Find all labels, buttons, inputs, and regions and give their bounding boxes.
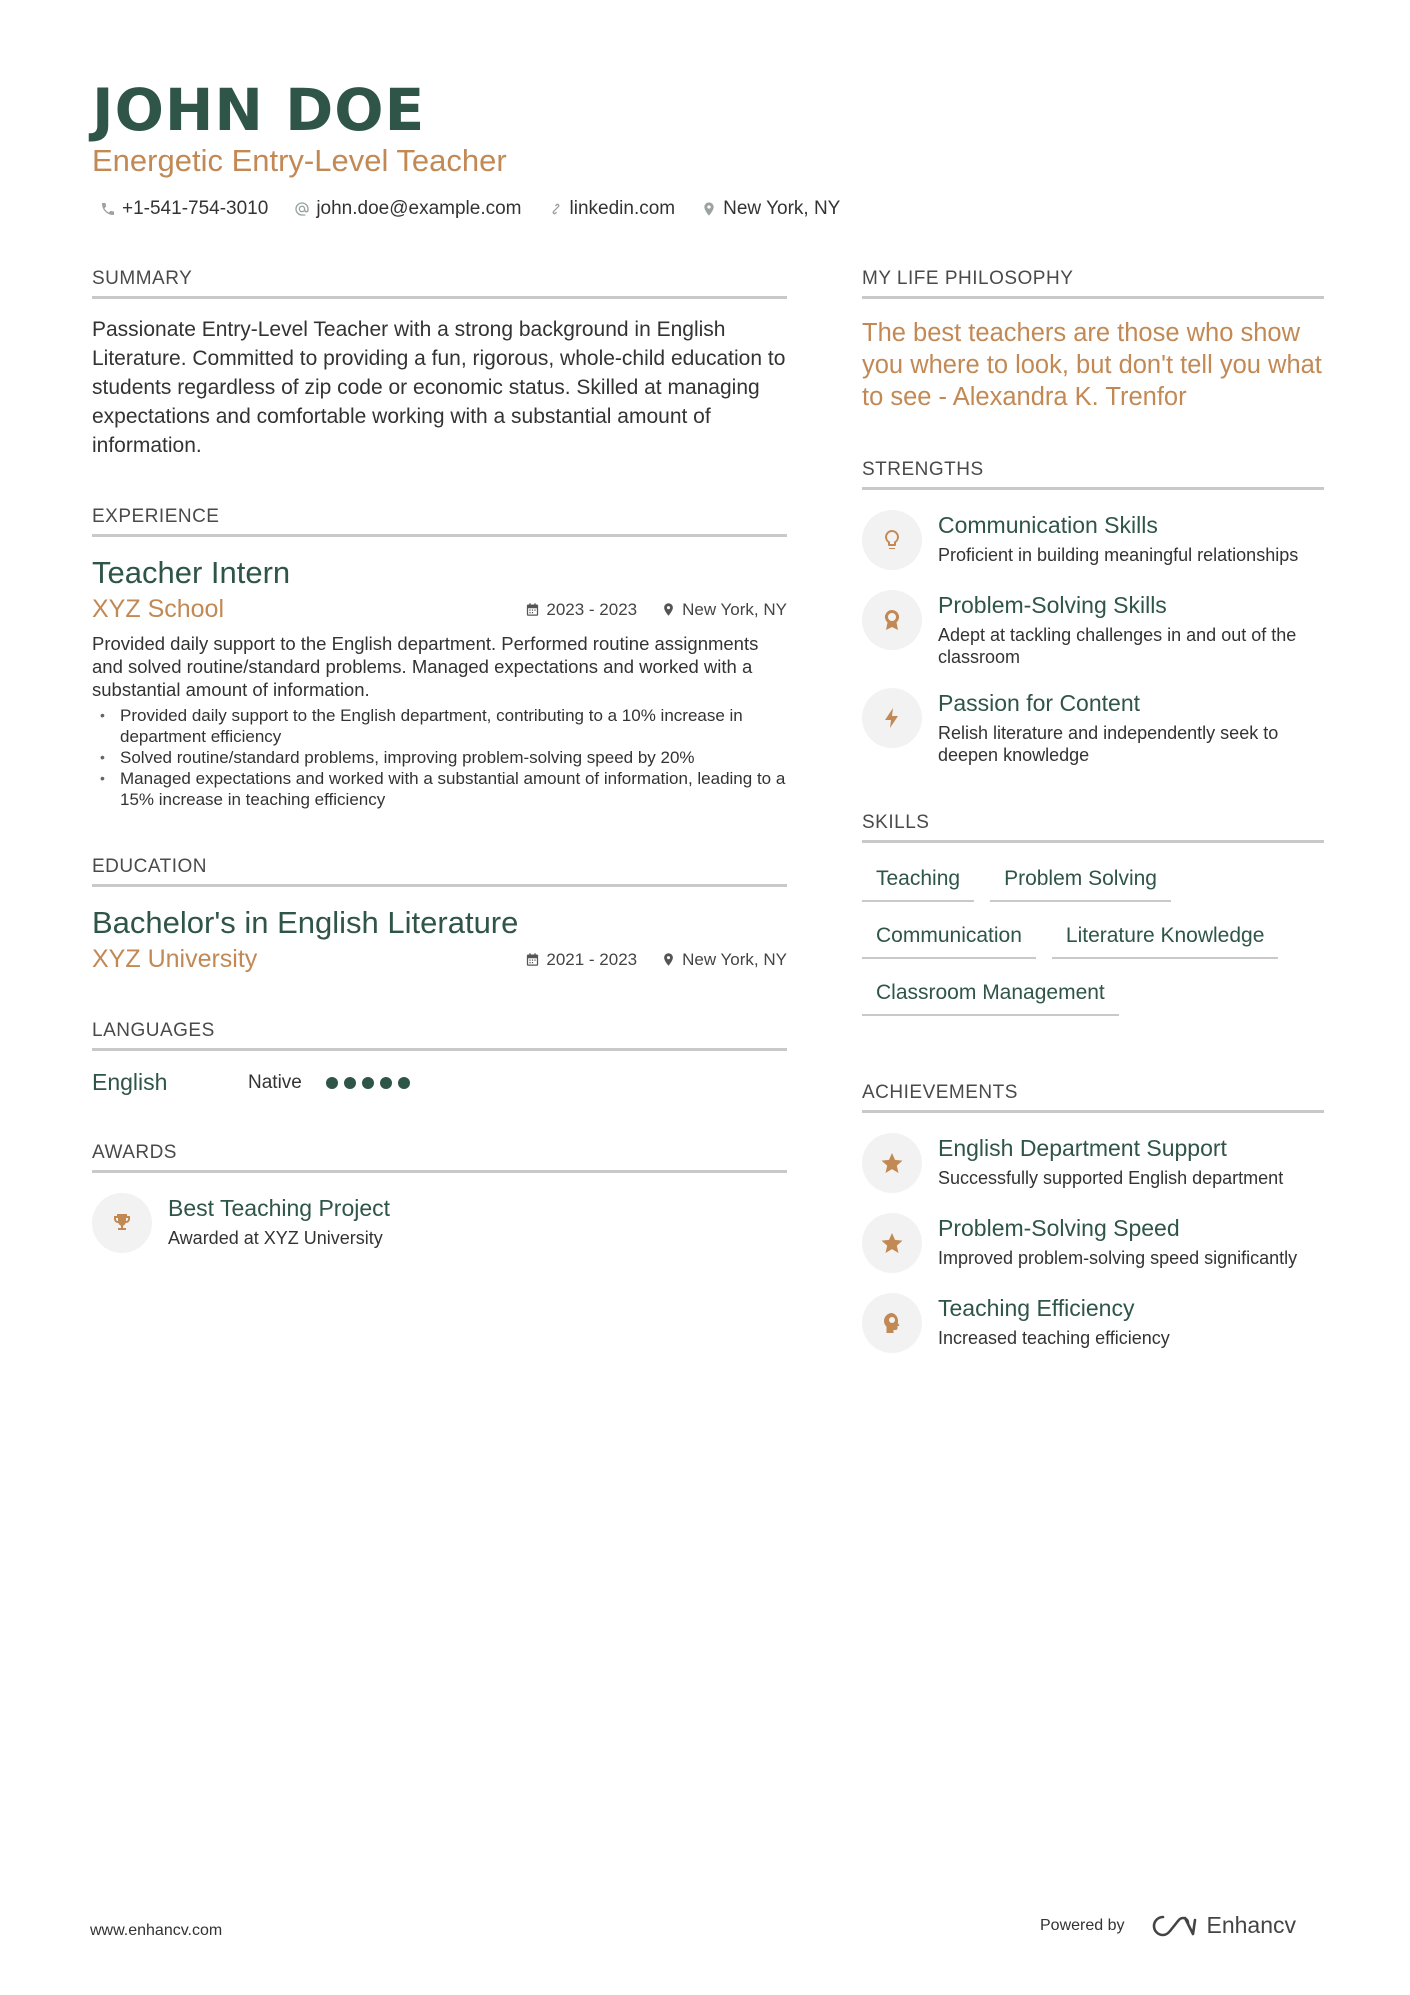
strength-title: Communication Skills <box>938 512 1158 538</box>
achievements-section <box>862 1082 1324 1353</box>
brand-logo[interactable] <box>1151 1912 1297 1939</box>
strength-desc: Adept at tackling challenges in and out of the classroom <box>938 625 1297 667</box>
rating-dot <box>326 1077 338 1089</box>
strength-title: Problem-Solving Skills <box>938 592 1167 618</box>
skills-list <box>862 861 1324 1016</box>
achievement-title: English Department Support <box>938 1135 1227 1161</box>
rating-dot <box>398 1077 410 1089</box>
language-rating <box>326 1077 410 1089</box>
language-level: Native <box>248 1071 302 1093</box>
candidate-subtitle: Energetic Entry-Level Teacher <box>92 143 507 178</box>
rating-dot <box>362 1077 374 1089</box>
summary-text: Passionate Entry-Level Teacher with a strong background in English Literature. Committed to providing a fun, rigorous, whole-child education to students regardless of zip code or economic status. Skilled at managing expectations and comfortable working with a substantial amount of information. <box>92 318 786 457</box>
education-meta <box>525 950 787 970</box>
achievement-desc: Improved problem-solving speed significantly <box>938 1248 1298 1268</box>
footer-website[interactable]: www.enhancv.com <box>90 1922 223 1939</box>
skill-tag: Communication <box>862 918 1036 959</box>
contact-location <box>701 198 840 220</box>
candidate-name: JOHN DOE <box>92 76 426 144</box>
rating-dot <box>344 1077 356 1089</box>
achievement-item <box>862 1293 1324 1353</box>
skills-section <box>862 812 1324 1016</box>
achievement-text <box>938 1293 1170 1353</box>
achievement-text <box>938 1213 1297 1273</box>
job-bullet: • Provided daily support to the English department, contributing to a 10% increase in department efficiency <box>92 705 787 747</box>
skills-heading: SKILLS <box>862 812 1324 843</box>
job-dates-text: 2023 - 2023 <box>546 599 638 619</box>
job-meta <box>525 600 787 620</box>
achievement-icon-circle <box>862 1133 922 1193</box>
experience-section <box>92 506 787 810</box>
achievements-heading: ACHIEVEMENTS <box>862 1082 1324 1113</box>
rating-dot <box>380 1077 392 1089</box>
contact-bar <box>100 198 840 220</box>
enhancv-logo-icon <box>1151 1913 1197 1939</box>
phone-text: +1-541-754-3010 <box>122 198 269 219</box>
phone-icon <box>100 201 116 217</box>
achievement-desc: Successfully supported English department <box>938 1168 1284 1188</box>
language-row <box>92 1069 787 1096</box>
head-icon <box>880 1311 904 1335</box>
contact-linkedin[interactable] <box>548 198 676 220</box>
job-bullet: • Managed expectations and worked with a substantial amount of information, leading to a 15% increase in teaching efficiency <box>92 768 787 810</box>
left-column <box>92 268 787 1293</box>
brand-name: Enhancv <box>1206 1912 1297 1938</box>
achievement-title: Teaching Efficiency <box>938 1295 1135 1321</box>
award-item <box>92 1193 787 1253</box>
linkedin-text: linkedin.com <box>569 198 676 219</box>
education-location-text: New York, NY <box>682 949 787 969</box>
strength-title: Passion for Content <box>938 690 1141 716</box>
philosophy-section <box>862 268 1324 413</box>
strength-desc: Relish literature and independently seek to deepen knowledge <box>938 723 1279 765</box>
languages-heading: LANGUAGES <box>92 1020 787 1051</box>
calendar-icon <box>525 602 540 617</box>
awards-heading: AWARDS <box>92 1142 787 1173</box>
footer-branding <box>1040 1912 1296 1939</box>
strength-text <box>938 590 1324 668</box>
strength-text <box>938 510 1298 570</box>
strength-icon-circle <box>862 590 922 650</box>
education-section <box>92 856 787 974</box>
strength-icon-circle <box>862 688 922 748</box>
education-info-row <box>92 945 787 974</box>
job-location <box>661 600 787 620</box>
location-pin-icon <box>661 952 676 967</box>
job-dates <box>525 600 637 620</box>
strength-icon-circle <box>862 510 922 570</box>
achievement-icon-circle <box>862 1213 922 1273</box>
education-dates-text: 2021 - 2023 <box>546 949 638 969</box>
job-location-text: New York, NY <box>682 599 787 619</box>
strength-item <box>862 590 1324 668</box>
right-column <box>862 268 1324 1393</box>
awards-section <box>92 1142 787 1253</box>
contact-email[interactable] <box>294 198 521 220</box>
powered-by-text: Powered by <box>1040 1916 1125 1934</box>
contact-phone[interactable] <box>100 198 268 220</box>
philosophy-heading: MY LIFE PHILOSOPHY <box>862 268 1324 299</box>
location-pin-icon <box>661 602 676 617</box>
strength-item <box>862 688 1324 766</box>
award-title: Best Teaching Project <box>168 1195 391 1221</box>
education-dates <box>525 950 637 970</box>
education-school: XYZ University <box>92 945 258 973</box>
location-text: New York, NY <box>723 198 841 219</box>
education-location <box>661 950 787 970</box>
summary-heading: SUMMARY <box>92 268 787 299</box>
star-icon <box>880 1151 904 1175</box>
education-heading: EDUCATION <box>92 856 787 887</box>
strength-item <box>862 510 1324 570</box>
star-icon <box>880 1231 904 1255</box>
summary-section <box>92 268 787 460</box>
achievement-desc: Increased teaching efficiency <box>938 1328 1170 1348</box>
skill-tag: Classroom Management <box>862 975 1119 1016</box>
experience-heading: EXPERIENCE <box>92 506 787 537</box>
achievement-item <box>862 1133 1324 1193</box>
achievement-icon-circle <box>862 1293 922 1353</box>
skill-tag: Problem Solving <box>990 861 1171 902</box>
award-desc: Awarded at XYZ University <box>168 1228 383 1248</box>
email-text: john.doe@example.com <box>316 198 522 219</box>
job-description: Provided daily support to the English department. Performed routine assignments and solved routine/standard problems. Managed expectations and worked with a substantial amount of information. <box>92 633 759 700</box>
achievement-text <box>938 1133 1283 1193</box>
trophy-icon <box>110 1211 134 1235</box>
job-bullet: • Solved routine/standard problems, improving problem-solving speed by 20% <box>92 747 787 768</box>
job-info-row <box>92 595 787 624</box>
at-icon <box>294 201 310 217</box>
achievement-title: Problem-Solving Speed <box>938 1215 1180 1241</box>
medal-icon <box>880 608 904 632</box>
job-company: XYZ School <box>92 595 225 623</box>
calendar-icon <box>525 952 540 967</box>
award-text <box>168 1193 390 1253</box>
location-pin-icon <box>701 201 717 217</box>
bolt-icon <box>880 706 904 730</box>
education-degree: Bachelor's in English Literature <box>92 905 519 940</box>
skill-tag: Literature Knowledge <box>1052 918 1278 959</box>
achievement-item <box>862 1213 1324 1273</box>
job-title: Teacher Intern <box>92 555 291 590</box>
award-icon-circle <box>92 1193 152 1253</box>
language-name: English <box>92 1069 168 1095</box>
lightbulb-icon <box>880 528 904 552</box>
strengths-heading: STRENGTHS <box>862 459 1324 490</box>
strength-text <box>938 688 1324 766</box>
philosophy-quote: The best teachers are those who show you where to look, but don't tell you what to see - Alexandra K. Trenfor <box>862 319 1322 411</box>
strengths-section <box>862 459 1324 766</box>
link-icon <box>548 201 564 217</box>
skill-tag: Teaching <box>862 861 974 902</box>
strength-desc: Proficient in building meaningful relationships <box>938 545 1299 565</box>
job-bullets <box>92 705 787 810</box>
languages-section <box>92 1020 787 1096</box>
